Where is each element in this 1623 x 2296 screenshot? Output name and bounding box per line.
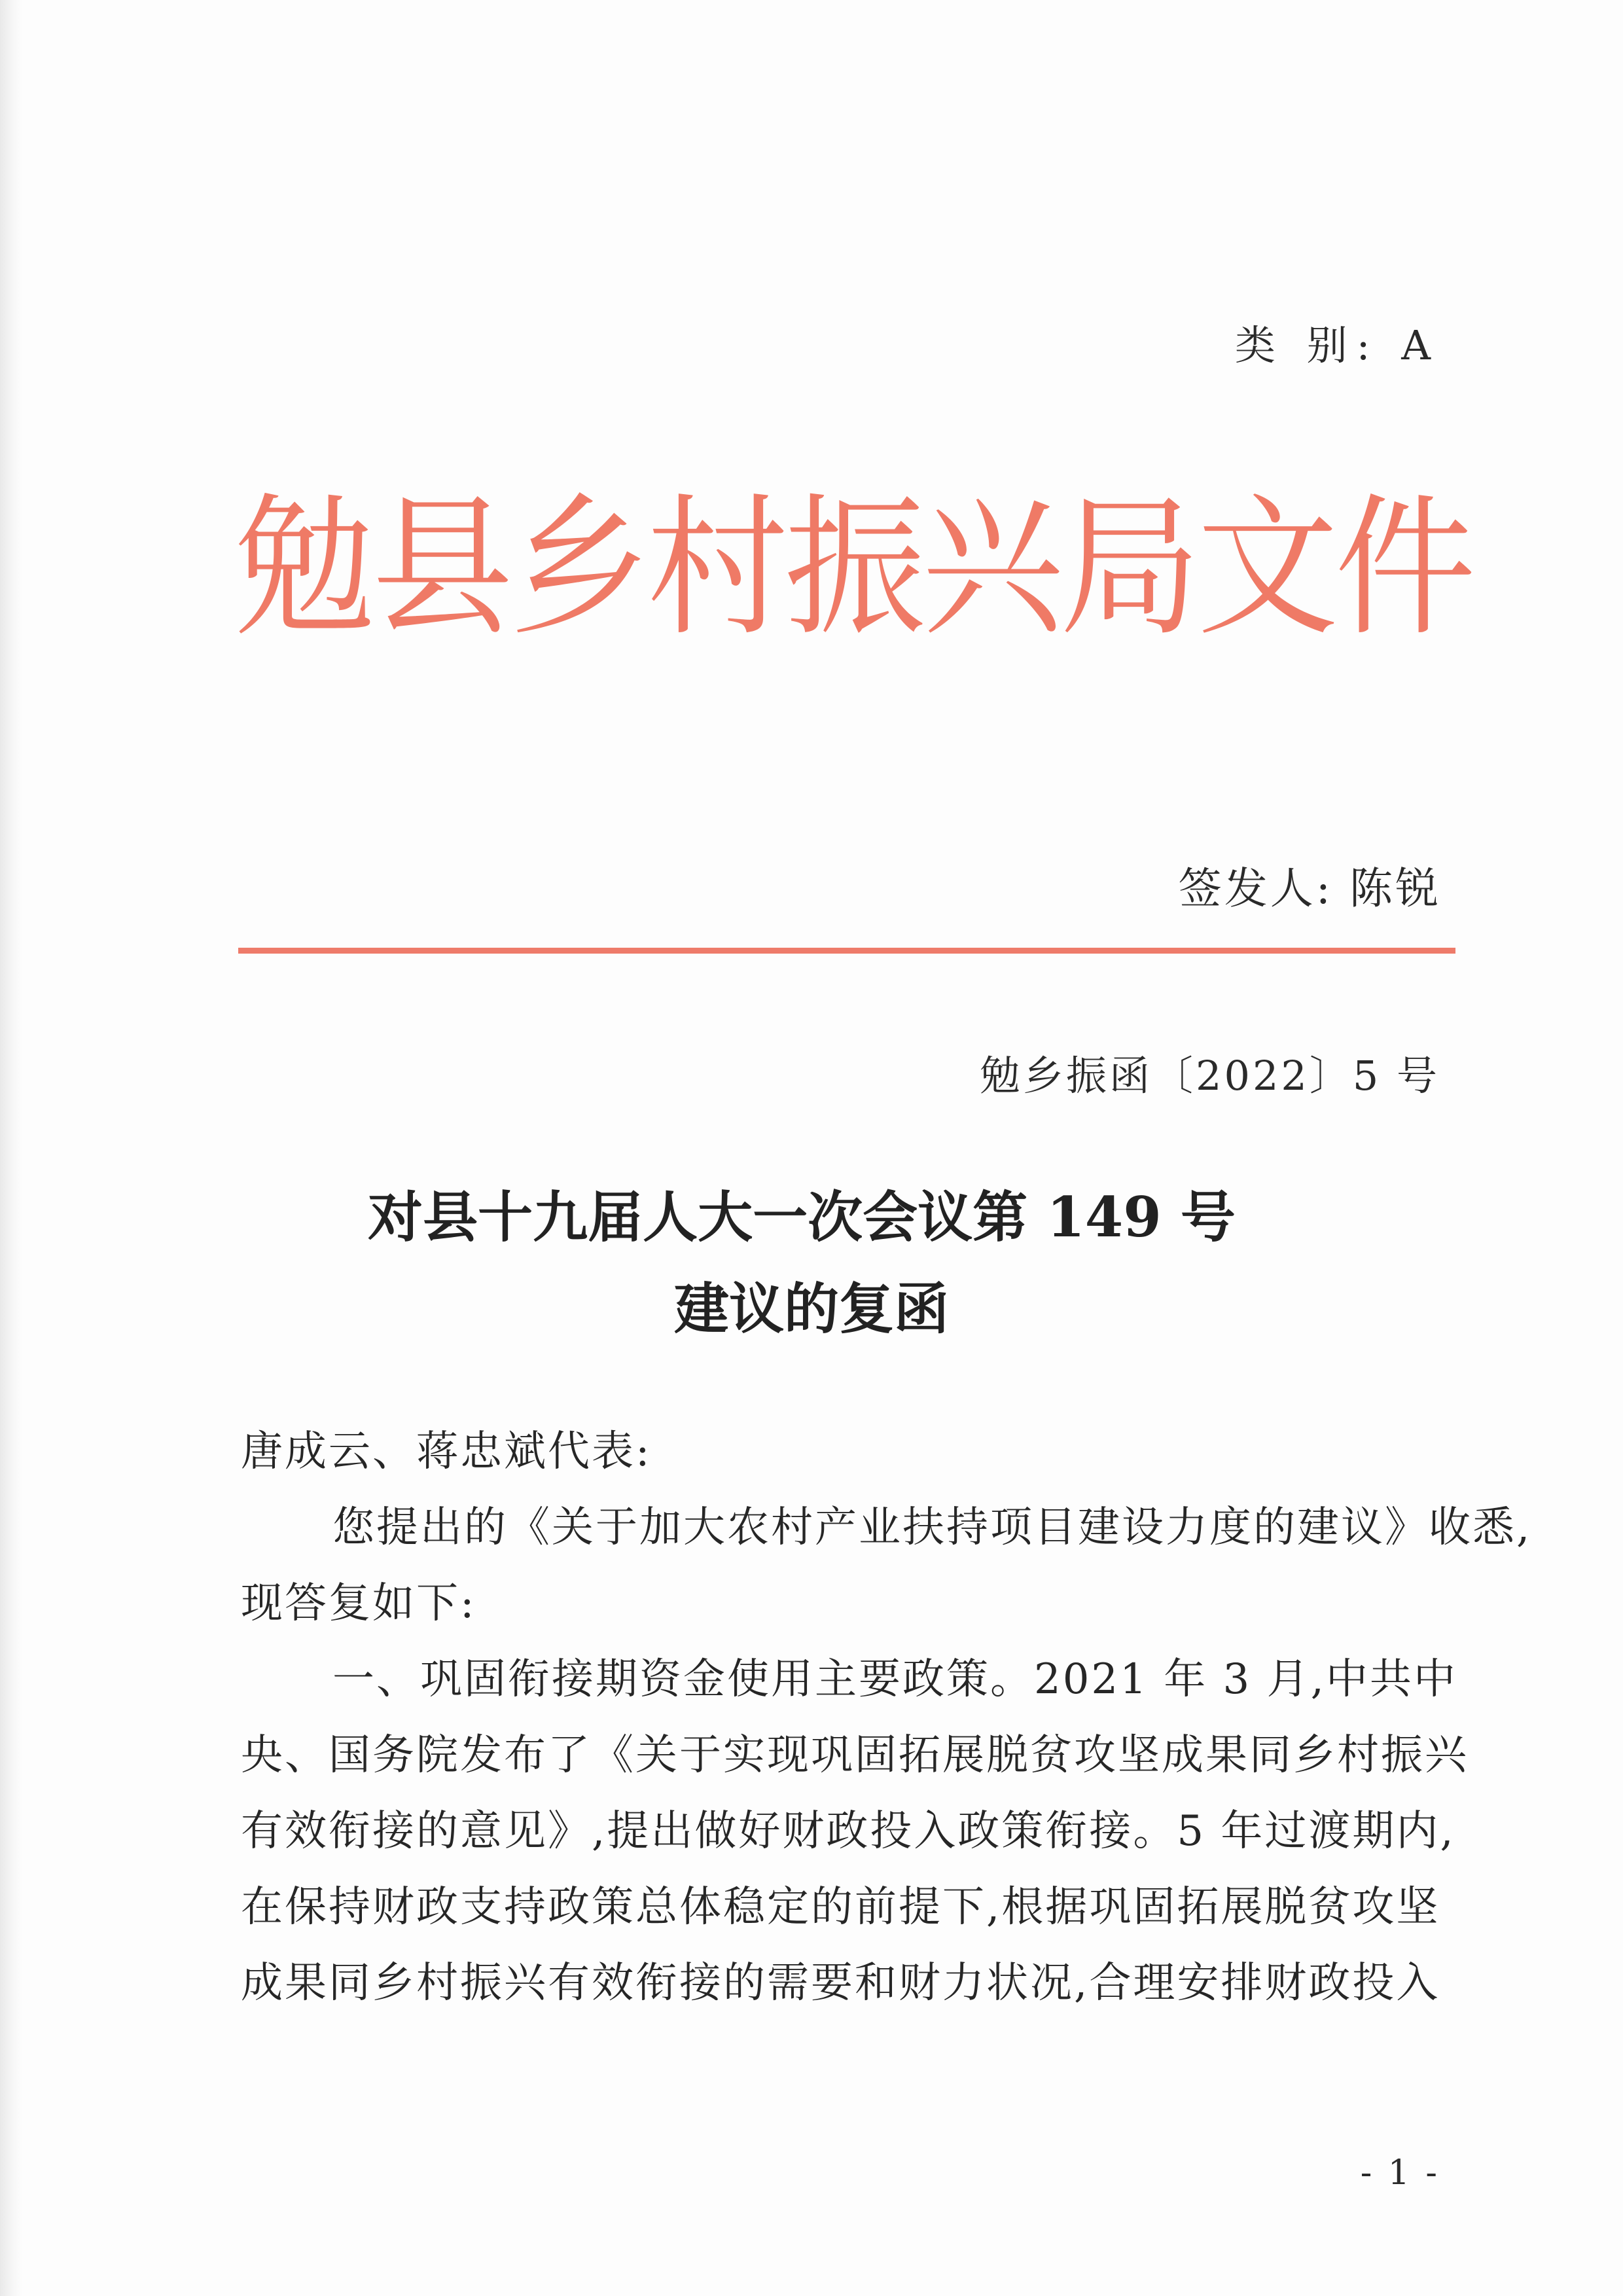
document-title	[0, 1172, 1623, 1355]
document-body	[241, 1414, 1532, 2021]
document-number: 勉乡振函〔2022〕5 号	[980, 1052, 1440, 1100]
scan-left-edge	[0, 0, 22, 2296]
page-number: - 1 -	[1360, 2153, 1440, 2193]
signer-label: 签发人: 陈锐	[1178, 863, 1441, 914]
classification-label: 类 别: A	[1234, 321, 1440, 369]
red-divider-line	[238, 948, 1455, 954]
paragraph-2-line-2: 央、国务院发布了《关于实现巩固拓展脱贫攻坚成果同乡村振兴	[241, 1731, 1469, 1780]
title-line-2: 建议的复函	[673, 1276, 949, 1341]
paragraph-2-line-1: 一、巩固衔接期资金使用主要政策。2021 年 3 月,中共中	[332, 1655, 1457, 1704]
paragraph-2-line-3: 有效衔接的意见》,提出做好财政投入政策衔接。5 年过渡期内,	[241, 1807, 1455, 1856]
paragraph-1-line-1: 您提出的《关于加大农村产业扶持项目建设力度的建议》收悉,	[332, 1503, 1532, 1552]
title-line-1: 对县十九届人大一次会议第 149 号	[368, 1185, 1236, 1249]
salutation: 唐成云、蒋忠斌代表:	[241, 1427, 652, 1476]
paragraph-2-line-5: 成果同乡村振兴有效衔接的需要和财力状况,合理安排财政投入	[241, 1959, 1440, 2007]
paragraph-2-line-4: 在保持财政支持政策总体稳定的前提下,根据巩固拓展脱贫攻坚	[241, 1883, 1440, 1931]
paragraph-1-line-2: 现答复如下:	[241, 1579, 476, 1628]
masthead-title: 勉县乡村振兴局文件	[234, 480, 1472, 656]
